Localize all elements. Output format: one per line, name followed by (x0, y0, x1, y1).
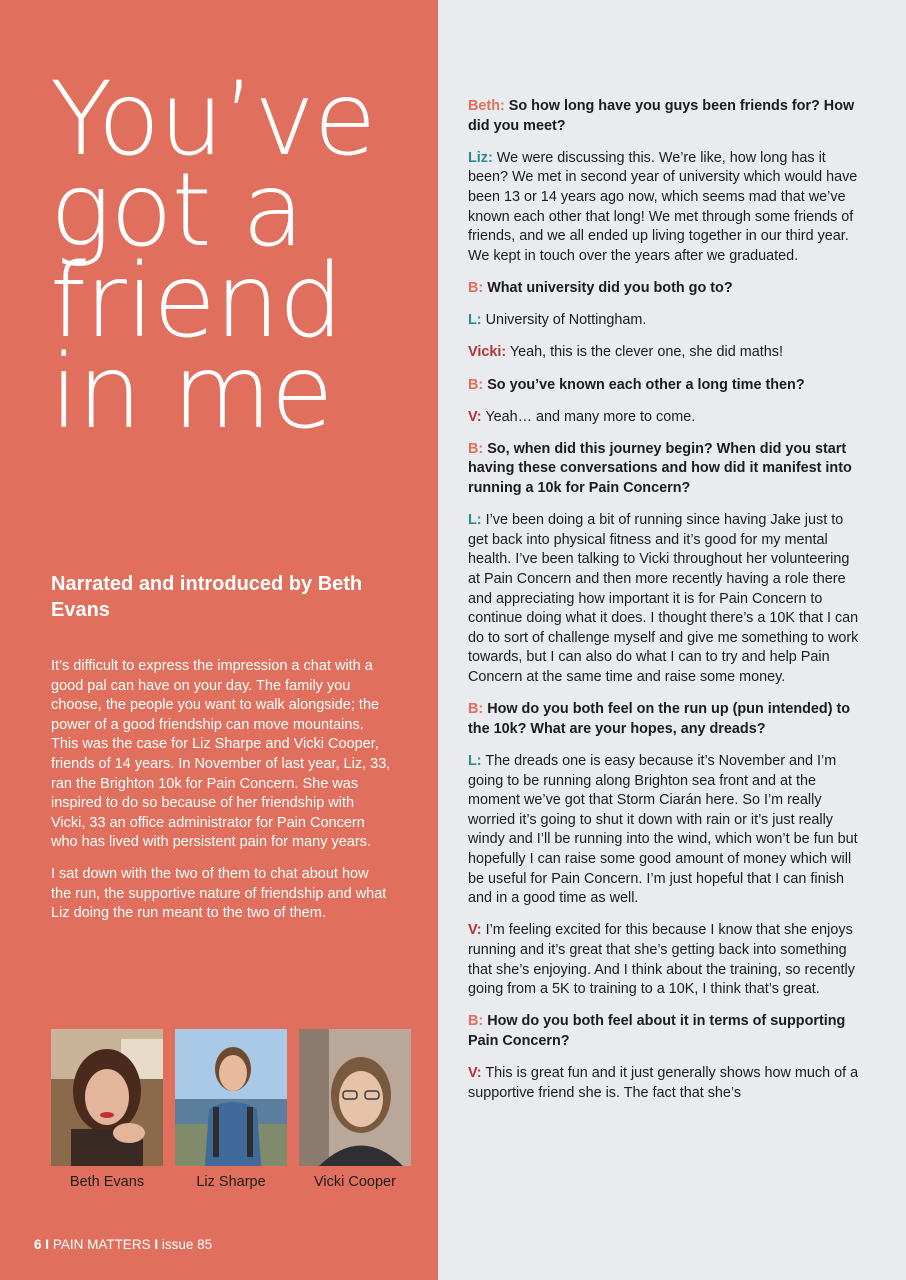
speech-text: We were discussing this. We’re like, how long has it been? We met in second year of university which would have been 13 or 14 years ago now, which seems mad that we’ve known each other that long! We met through some friends of friends, and we all ended up living together in our third year. We kept in touch over the years after we graduated. (468, 149, 858, 264)
left-panel (0, 0, 438, 1280)
speaker-label: V: (468, 922, 482, 939)
interview-question (468, 97, 863, 136)
speaker-label: B: (468, 440, 484, 457)
speaker-label: Beth: (468, 98, 505, 114)
photo-liz-sharpe (175, 1029, 287, 1166)
title-line: You’ve (50, 60, 376, 179)
portrait-image (175, 1029, 287, 1166)
portrait-image (51, 1029, 163, 1166)
speaker-label: B: (468, 279, 484, 296)
article-title (50, 60, 376, 452)
interview-answer (468, 343, 863, 363)
page-number: 6 (34, 1237, 42, 1252)
portrait-image (299, 1029, 411, 1166)
intro-text (51, 657, 391, 936)
photo-caption: Beth Evans (69, 1174, 145, 1190)
photo-caption: Liz Sharpe (196, 1174, 266, 1190)
speech-text: This is great fun and it just generally shows how much of a supportive friend she is. The fact that she’s (468, 1065, 859, 1101)
speaker-label: V: (468, 408, 482, 425)
magazine-name: PAIN MATTERS (52, 1237, 151, 1252)
footer-separator: I (154, 1237, 159, 1252)
interview-answer (468, 921, 863, 999)
speech-text: Yeah, this is the clever one, she did maths! (509, 344, 783, 361)
intro-paragraph: I sat down with the two of them to chat about how the run, the supportive nature of friendship and what Liz doing the run meant to the two of them. (51, 865, 387, 922)
speech-text: What university did you both go to? (487, 279, 733, 296)
interview-question (468, 376, 863, 396)
speech-text: University of Nottingham. (485, 312, 647, 329)
speech-text: So, when did this journey begin? When did you start having these conversations and how did it manifest into running a 10k for Pain Concern? (468, 440, 852, 497)
interview-answer (468, 149, 863, 267)
speech-text: How do you both feel about it in terms of supporting Pain Concern? (468, 1013, 846, 1049)
speech-text: I’ve been doing a bit of running since having Jake just to get back into physical fitness and it’s good for my mental health. I’ve been talking to Vicki throughout her volunteering at Pain Concern and then more recently having a role there and appreciating how important it is for Pain Concern to continue doing what it does. I thought there’s a 10K that I can do to sort of challenge myself and give me something to work towards, but I can also do what I can to try and help Pain Concern at the same time and raise some money. (468, 512, 859, 685)
interview-answer (468, 752, 863, 909)
intro-paragraph: It’s difficult to express the impression a chat with a good pal can have on your day. The family you choose, the people you want to walk alongside; the power of a good friendship can move mountains. This was the case for Liz Sharpe and Vicki Cooper, friends of 14 years. In November of last year, Liz, 33, ran the Brighton 10k for Pain Concern. She was inspired to do so because of her friendship with Vicki, 33 an office administrator for Pain Concern who has lived with persistent pain for many years. (51, 658, 391, 851)
speaker-label: L: (468, 752, 482, 769)
title-line: in me (50, 333, 333, 452)
speaker-label: V: (468, 1065, 482, 1082)
interview-question (468, 700, 863, 739)
interview-answer (468, 408, 863, 428)
photo-vicki-cooper (299, 1029, 411, 1166)
speaker-label: B: (468, 1013, 484, 1030)
issue-number: issue 85 (161, 1237, 213, 1252)
speaker-label: Liz: (468, 149, 493, 166)
photo-beth-evans (51, 1029, 163, 1166)
speech-text: I’m feeling excited for this because I know that she enjoys running and it’s great that she’s getting back into something that she’s enjoying. And I think about the training, so recently going from a 5K to training to a 10K, I think that’s great. (468, 922, 855, 998)
title-line: friend (50, 242, 343, 361)
speaker-label: L: (468, 512, 482, 529)
footer-separator: I (45, 1237, 50, 1252)
interview-answer (468, 311, 863, 331)
page-footer (34, 1237, 212, 1252)
speech-text: Yeah… and many more to come. (485, 408, 696, 425)
interview-answer (468, 511, 863, 687)
interview-answer (468, 1064, 863, 1103)
interview-question (468, 279, 863, 299)
speech-text: So how long have you guys been friends for? How did you meet? (468, 98, 855, 134)
photo-caption: Vicki Cooper (314, 1174, 396, 1190)
interview-question (468, 1012, 863, 1051)
speaker-label: L: (468, 312, 482, 329)
speech-text: So you’ve known each other a long time then? (487, 376, 805, 393)
title-line: got a (50, 151, 304, 270)
right-panel (438, 0, 906, 1280)
speaker-label: Vicki: (468, 344, 507, 361)
speaker-label: B: (468, 701, 484, 718)
interview-text (468, 97, 863, 1116)
speaker-label: B: (468, 376, 484, 393)
byline: Narrated and introduced by Beth Evans (51, 573, 363, 621)
speech-text: The dreads one is easy because it’s November and I’m going to be running along Brighton sea front and at the moment we’ve got that Storm Ciarán here. So I’m really worried it’s going to shut it down with rain or it’s just really windy and I’ll be running into the wind, which won’t be fun but hopefully I can raise some good amount of money which will be useful for Pain Concern. I’m just hopeful that I can finish and in a good time as well. (468, 752, 858, 907)
speech-text: How do you both feel on the run up (pun intended) to the 10k? What are your hopes, any dreads? (468, 701, 851, 737)
interview-question (468, 440, 863, 499)
